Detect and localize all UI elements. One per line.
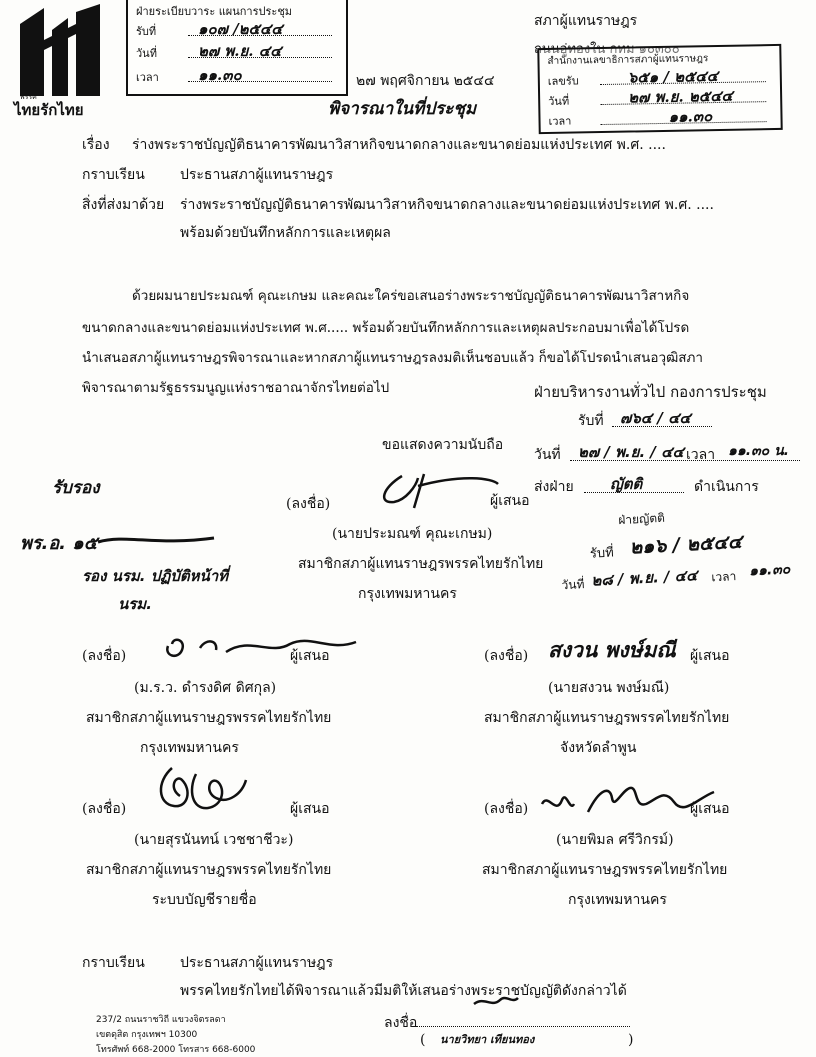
secretariat-stamp-date-value: ๒๗ พ.ย. ๒๕๔๔ [627,86,733,107]
party-logo [14,4,106,119]
secretariat-stamp-time-value: ๑๑.๓๐ [668,107,713,126]
signatory-4-name: (นายสุรนันทน์ เวชชาชีวะ) [134,832,294,848]
subject-text: ร่างพระราชบัญญัติธนาคารพัฒนาวิสาหกิจขนาดกลางและขนาดย่อมแห่งประเทศ พ.ศ. .... [132,137,666,153]
admin-stamp-date-label: วันที่ [534,447,561,463]
proposer-label-3: ผู้เสนอ [690,648,730,664]
motion-stamp-title: ฝ่ายญัตติ [617,510,666,528]
margin-note-pm: นรม. [118,595,152,613]
reception-stamp-time-label: เวลา [136,71,159,84]
enclosure-line-1: ร่างพระราชบัญญัติธนาคารพัฒนาวิสาหกิจขนาดกลางและขนาดย่อมแห่งประเทศ พ.ศ. .... [180,197,714,213]
address-line-2: เขตดุสิต กรุงเทพฯ 10300 [96,1030,198,1040]
sign-label-4: (ลงชื่อ) [82,801,127,817]
signatory-2-role: สมาชิกสภาผู้แทนราษฎรพรรคไทยรักไทย [86,710,332,726]
secretariat-stamp-no-label: เลขรับ [547,74,579,88]
margin-note-deputy-pm: รอง นรม. ปฏิบัติหน้าที่ [82,567,229,585]
top-annotation: พิจารณาในที่ประชุม [328,99,477,119]
admin-stamp-no-label: รับที่ [578,413,604,429]
admin-stamp-action: ดำเนินการ [694,479,759,495]
address-line-3: โทรศัพท์ 668-2000 โทรสาร 668-6000 [96,1045,256,1055]
reception-stamp-date-row [136,44,338,62]
signatory-3-area: จังหวัดลำพูน [560,740,637,756]
signatory-2-name: (ม.ร.ว. ดำรงดิศ ดิศกุล) [134,680,277,696]
admin-stamp-title: ฝ่ายบริหารงานทั่วไป กองการประชุม [534,383,767,401]
reception-stamp-date-label: วันที่ [136,47,157,60]
signature-2 [160,626,360,666]
body-line-4: พิจารณาตามรัฐธรรมนูญแห่งราชอาณาจักรไทยต่อไป [82,380,390,396]
to-text: ประธานสภาผู้แทนราษฎร [180,167,334,183]
motion-stamp-date-value: ๒๘ / พ.ย. / ๔๔ [590,566,698,590]
reception-stamp-no-value: ๑๐๗ /๒๕๔๔ [198,20,283,38]
signatory-4-area: ระบบบัญชีรายชื่อ [152,892,257,908]
house-org: สภาผู้แทนราษฎร [534,13,638,29]
signatory-1-role: สมาชิกสภาผู้แทนราษฎรพรรคไทยรักไทย [298,556,544,572]
signatory-1-area: กรุงเทพมหานคร [358,586,457,602]
footer-paren-close: ) [628,1032,634,1048]
footer-signature [470,990,520,1014]
body-line-1: ด้วยผมนายประมณฑ์ คุณะเกษม และคณะใคร่ขอเสนอร่างพระราชบัญญัติธนาคารพัฒนาวิสาหกิจ [132,288,690,304]
reception-stamp-no-row [136,22,338,40]
motion-stamp [558,502,802,602]
signatory-3-role: สมาชิกสภาผู้แทนราษฎรพรรคไทยรักไทย [484,710,730,726]
signatory-3-name: (นายสงวน พงษ์มณี) [548,680,670,696]
party-logo-mark [14,4,106,100]
admin-stamp-no-value: ๗๖๔ / ๔๔ [620,409,691,427]
admin-stamp-time-label: เวลา [686,447,716,463]
body-line-3: นำเสนอสภาผู้แทนราษฎรพิจารณาและหากสภาผู้แทนราษฎรลงมติเห็นชอบแล้ว ก็ขอได้โปรดนำเสนอวุฒิสภา [82,350,703,366]
motion-stamp-date-label: วันที่ [561,577,585,593]
admin-stamp-dept-value: ญัตติ [610,475,643,493]
admin-stamp-dept-label: ส่งฝ่าย [534,479,574,495]
signatory-5-area: กรุงเทพมหานคร [568,892,667,908]
secretariat-stamp-time-row [548,108,772,130]
motion-stamp-no-label: รับที่ [589,545,615,562]
proposer-label-5: ผู้เสนอ [690,801,730,817]
house-road: ถนนอู่ทองใน กทม ๑๐๓๐๐ [534,42,680,57]
signatory-4-role: สมาชิกสภาผู้แทนราษฎรพรรคไทยรักไทย [86,862,332,878]
secretariat-stamp [537,44,782,134]
proposer-label-1: ผู้เสนอ [490,493,530,509]
to-label: กราบเรียน [82,167,145,183]
reception-stamp-no-label: รับที่ [136,25,157,38]
sign-label-3: (ลงชื่อ) [484,648,529,664]
signature-3: สงวน พงษ์มณี [548,638,676,662]
signatory-5-role: สมาชิกสภาผู้แทนราษฎรพรรคไทยรักไทย [482,862,728,878]
address-line-1: 237/2 ถนนราชวิถี แขวงจิตรลดา [96,1015,226,1025]
sign-label-1: (ลงชื่อ) [286,496,331,512]
margin-note-rank: พร.อ. ๑๕ [20,533,98,554]
reception-stamp [126,0,348,96]
secretariat-stamp-time-label: เวลา [548,114,572,128]
body-line-2: ขนาดกลางและขนาดย่อมแห่งประเทศ พ.ศ..... พร้อมด้วยบันทึกหลักการและเหตุผลประกอบมาเพื่อได้โปรด [82,320,690,336]
footer-to-text: ประธานสภาผู้แทนราษฎร [180,955,334,971]
sign-label-5: (ลงชื่อ) [484,801,529,817]
motion-stamp-no-value: ๒๑๖ / ๒๕๔๔ [629,530,743,559]
margin-note-certify: รับรอง [52,478,100,498]
footer-paren-open: ( [420,1032,426,1048]
secretariat-stamp-title: สำนักงานเลขาธิการสภาผู้แทนราษฎร [547,53,709,67]
signatory-2-area: กรุงเทพมหานคร [140,740,239,756]
footer-sign-label: ลงชื่อ [384,1015,418,1031]
party-name: ไทยรักไทย [14,101,84,119]
reception-stamp-date-value: ๒๗ พ.ย. ๔๔ [198,42,282,60]
signatory-5-name: (นายพิมล ศรีวิกรม์) [556,832,674,848]
footer-to-label: กราบเรียน [82,955,145,971]
secretariat-stamp-no-value: ๖๕๑ / ๒๕๔๔ [627,66,719,87]
admin-stamp-date-value: ๒๗ / พ.ย. / ๔๔ [578,443,684,461]
admin-stamp [520,378,810,498]
proposer-label-4: ผู้เสนอ [290,801,330,817]
enclosure-line-2: พร้อมด้วยบันทึกหลักการและเหตุผล [180,225,391,241]
motion-stamp-time-value: ๑๑.๓๐ [748,561,791,580]
reception-stamp-title: ฝ่ายระเบียบวาระ แผนการประชุม [136,5,293,18]
enclosure-label: สิ่งที่ส่งมาด้วย [82,197,165,213]
footer-signer: นายวิทยา เทียนทอง [440,1033,535,1046]
footer-resolution: พรรคไทยรักไทยได้พิจารณาแล้วมีมติให้เสนอร่างพระราชบัญญัติดังกล่าวได้ [180,983,627,999]
signature-1 [372,468,502,512]
sign-label-2: (ลงชื่อ) [82,648,127,664]
party-prefix: พรรค [20,93,37,101]
reception-stamp-time-value: ๑๑.๓๐ [198,66,242,84]
margin-note-stroke [96,530,216,550]
motion-stamp-time-label: เวลา [711,569,737,585]
closing: ขอแสดงความนับถือ [382,437,504,453]
secretariat-stamp-date-label: วันที่ [548,94,570,108]
proposer-label-2: ผู้เสนอ [290,648,330,664]
signature-4 [152,760,252,820]
signatory-1-name: (นายประมณฑ์ คุณะเกษม) [332,526,493,542]
admin-stamp-time-value: ๑๑.๓๐ น. [728,443,789,459]
subject-label: เรื่อง [82,137,110,153]
reception-stamp-time-row [136,68,338,86]
document-date: ๒๗ พฤศจิกายน ๒๕๔๔ [356,73,495,89]
secretariat-stamp-date-row [548,88,772,110]
